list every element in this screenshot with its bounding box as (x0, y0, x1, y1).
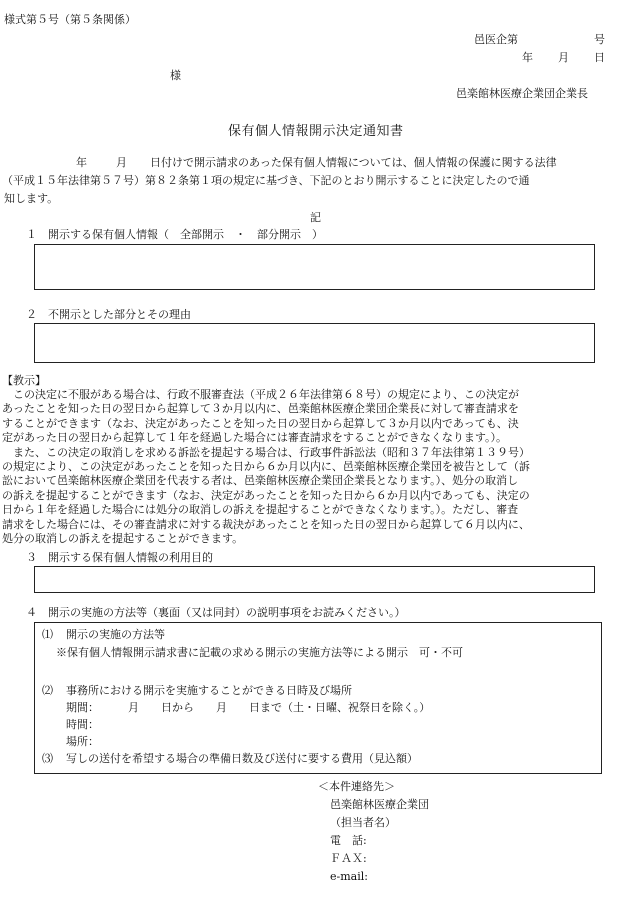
place-label: 場所： (66, 735, 99, 748)
kyoji-line: 定があった日の翌日から起算して１年を経過した場合には審査請求をすることができなくなります。）。 (2, 431, 508, 445)
contact-email: e-mail: (330, 870, 368, 883)
section1-field[interactable] (34, 244, 595, 290)
item1-number: ⑴ (42, 628, 53, 641)
contact-tel: 電 話: (330, 834, 367, 847)
date-year: 年 (522, 51, 533, 64)
item3-title: 写しの送付を希望する場合の準備日数及び送付に要する費用（見込額） (66, 752, 418, 765)
section3-heading: ３ 開示する保有個人情報の利用目的 (26, 551, 213, 564)
kyoji-line: この決定に不服がある場合は、行政不服審査法（平成２６年法律第６８号）の規定により、この決定が (2, 388, 519, 401)
doc-number-suffix: 号 (594, 33, 605, 46)
section4-heading: ４ 開示の実施の方法等（裏面（又は同封）の説明事項をお読みください。） (26, 606, 406, 619)
intro-line3: 知します。 (4, 192, 59, 205)
item2-title: 事務所における開示を実施することができる日時及び場所 (66, 684, 352, 697)
item1-note: ※保有個人情報開示請求書に記載の求める開示の実施方法等による開示 可・不可 (56, 646, 463, 659)
contact-person: （担当者名） (330, 816, 396, 829)
item3-number: ⑶ (42, 752, 53, 765)
section2-heading: ２ 不開示とした部分とその理由 (26, 308, 191, 321)
kyoji-line: 処分の取消しの訴えを提起することができます。 (2, 532, 244, 546)
time-label: 時間： (66, 718, 99, 731)
period-label: 期間： (66, 701, 99, 714)
ki-marker: 記 (310, 211, 321, 224)
section3-field[interactable] (34, 566, 595, 593)
kyoji-line: することができます（なお、決定があったことを知った日の翌日から起算して３か月以内であっても、決 (2, 416, 519, 430)
contact-org: 邑楽館林医療企業団 (330, 798, 429, 811)
form-number: 様式第５号（第５条関係） (4, 13, 136, 26)
kyoji-text (2, 388, 612, 546)
kyoji-line: の訴えを提起することができます（なお、決定があったことを知った日から６か月以内であっても、決定の (2, 488, 530, 502)
intro-year: 年 (76, 156, 87, 169)
intro-line2: （平成１５年法律第５７号）第８２条第１項の規定に基づき、下記のとおり開示することに決定したので通 (2, 174, 530, 187)
section2-field[interactable] (34, 323, 595, 363)
kyoji-line: また、この決定の取消しを求める訴訟を提起する場合は、行政事件訴訟法（昭和３７年法律第１３９号） (2, 445, 530, 459)
kyoji-line: 訟において邑楽館林医療企業団を代表する者は、邑楽館林医療企業団企業長となります。）、処分の取消し (2, 474, 519, 488)
doc-number-prefix: 邑医企第 (474, 33, 518, 46)
addressee-suffix: 様 (170, 69, 181, 82)
intro-month: 月 (116, 156, 127, 169)
date-month: 月 (558, 51, 569, 64)
contact-fax: ＦＡＸ: (330, 852, 367, 865)
kyoji-line: 請求をした場合には、その審査請求に対する裁決があったことを知った日の翌日から起算して６月以内に、 (2, 517, 530, 531)
item2-number: ⑵ (42, 684, 53, 697)
document-title: 保有個人情報開示決定通知書 (228, 124, 404, 139)
kyoji-line: の規定により、この決定があったことを知った日から６か月以内に、邑楽館林医療企業団を被告として（訴 (2, 460, 530, 474)
period-text: 月 日から 月 日まで（土・日曜、祝祭日を除く。） (128, 701, 431, 714)
item1-title: 開示の実施の方法等 (66, 628, 165, 641)
date-day: 日 (594, 51, 605, 64)
kyoji-line: 日から１年を経過した場合には処分の取消しの訴えを提起することができなくなります。）。ただし、審査 (2, 503, 519, 517)
kyoji-line: あったことを知った日の翌日から起算して３か月以内に、邑楽館林医療企業団企業長に対して審査請求を (2, 402, 519, 416)
issuer-name: 邑楽館林医療企業団企業長 (456, 87, 588, 100)
kyoji-heading: 【教示】 (2, 374, 46, 387)
contact-heading: ＜本件連絡先＞ (318, 780, 395, 793)
section1-heading: １ 開示する保有個人情報（ 全部開示 ・ 部分開示 ） (26, 228, 323, 241)
intro-line1: 日付けで開示請求のあった保有個人情報については、個人情報の保護に関する法律 (150, 156, 557, 169)
